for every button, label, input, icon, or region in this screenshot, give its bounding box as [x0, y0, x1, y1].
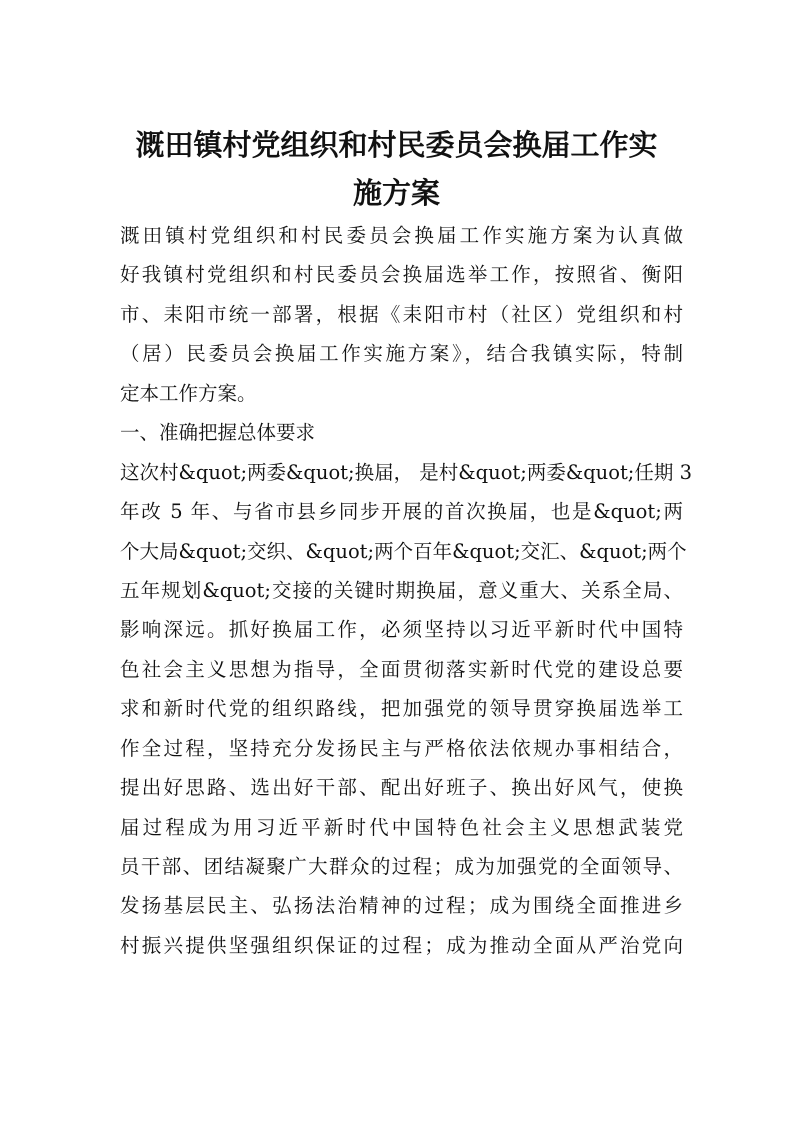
paragraph-line: 求和新时代党的组织路线，把加强党的领导贯穿换届选举工: [120, 697, 683, 721]
paragraph-line: 年改 5 年、与省市县乡同步开展的首次换届，也是&quot;两: [120, 500, 683, 524]
paragraph-line: 影响深远。抓好换届工作，必须坚持以习近平新时代中国特: [120, 618, 683, 642]
paragraph-line: 作全过程，坚持充分发扬民主与严格依法依规办事相结合，: [120, 736, 683, 760]
paragraph-line: 村振兴提供坚强组织保证的过程；成为推动全面从严治党向: [120, 933, 683, 957]
paragraph-line: 五年规划&quot;交接的关键时期换届，意义重大、关系全局、: [120, 578, 683, 602]
section-heading: 一、准确把握总体要求: [120, 421, 316, 445]
paragraph-line: 色社会主义思想为指导，全面贯彻落实新时代党的建设总要: [120, 657, 683, 681]
paragraph-line: 员干部、团结凝聚广大群众的过程；成为加强党的全面领导、: [120, 855, 683, 878]
document-body: [120, 216, 692, 965]
paragraph-line: 定本工作方案。: [120, 381, 257, 405]
paragraph-line: 提出好思路、选出好干部、配出好班子、换出好风气，使换: [120, 776, 683, 800]
paragraph-line: 届过程成为用习近平新时代中国特色社会主义思想武装党: [120, 815, 683, 839]
paragraph-line: 好我镇村党组织和村民委员会换届选举工作，按照省、衡阳: [120, 263, 683, 287]
document-title-line-2: 施方案: [352, 176, 440, 210]
paragraph-line: （居）民委员会换届工作实施方案》，结合我镇实际，特制: [120, 342, 683, 366]
paragraph-line: 市、耒阳市统一部署，根据《耒阳市村（社区）党组织和村: [120, 302, 683, 326]
paragraph-line: 发扬基层民主、弘扬法治精神的过程；成为围绕全面推进乡: [120, 894, 683, 918]
paragraph-line: 个大局&quot;交织、&quot;两个百年&quot;交汇、&quot;两个: [120, 539, 687, 563]
document-title-line-1: 溉田镇村党组织和村民委员会换届工作实: [135, 128, 658, 162]
paragraph-line: 这次村&quot;两委&quot;换届， 是村&quot;两委&quot;任期 3: [120, 460, 692, 484]
paragraph-line: 溉田镇村党组织和村民委员会换届工作实施方案为认真做: [120, 224, 683, 247]
